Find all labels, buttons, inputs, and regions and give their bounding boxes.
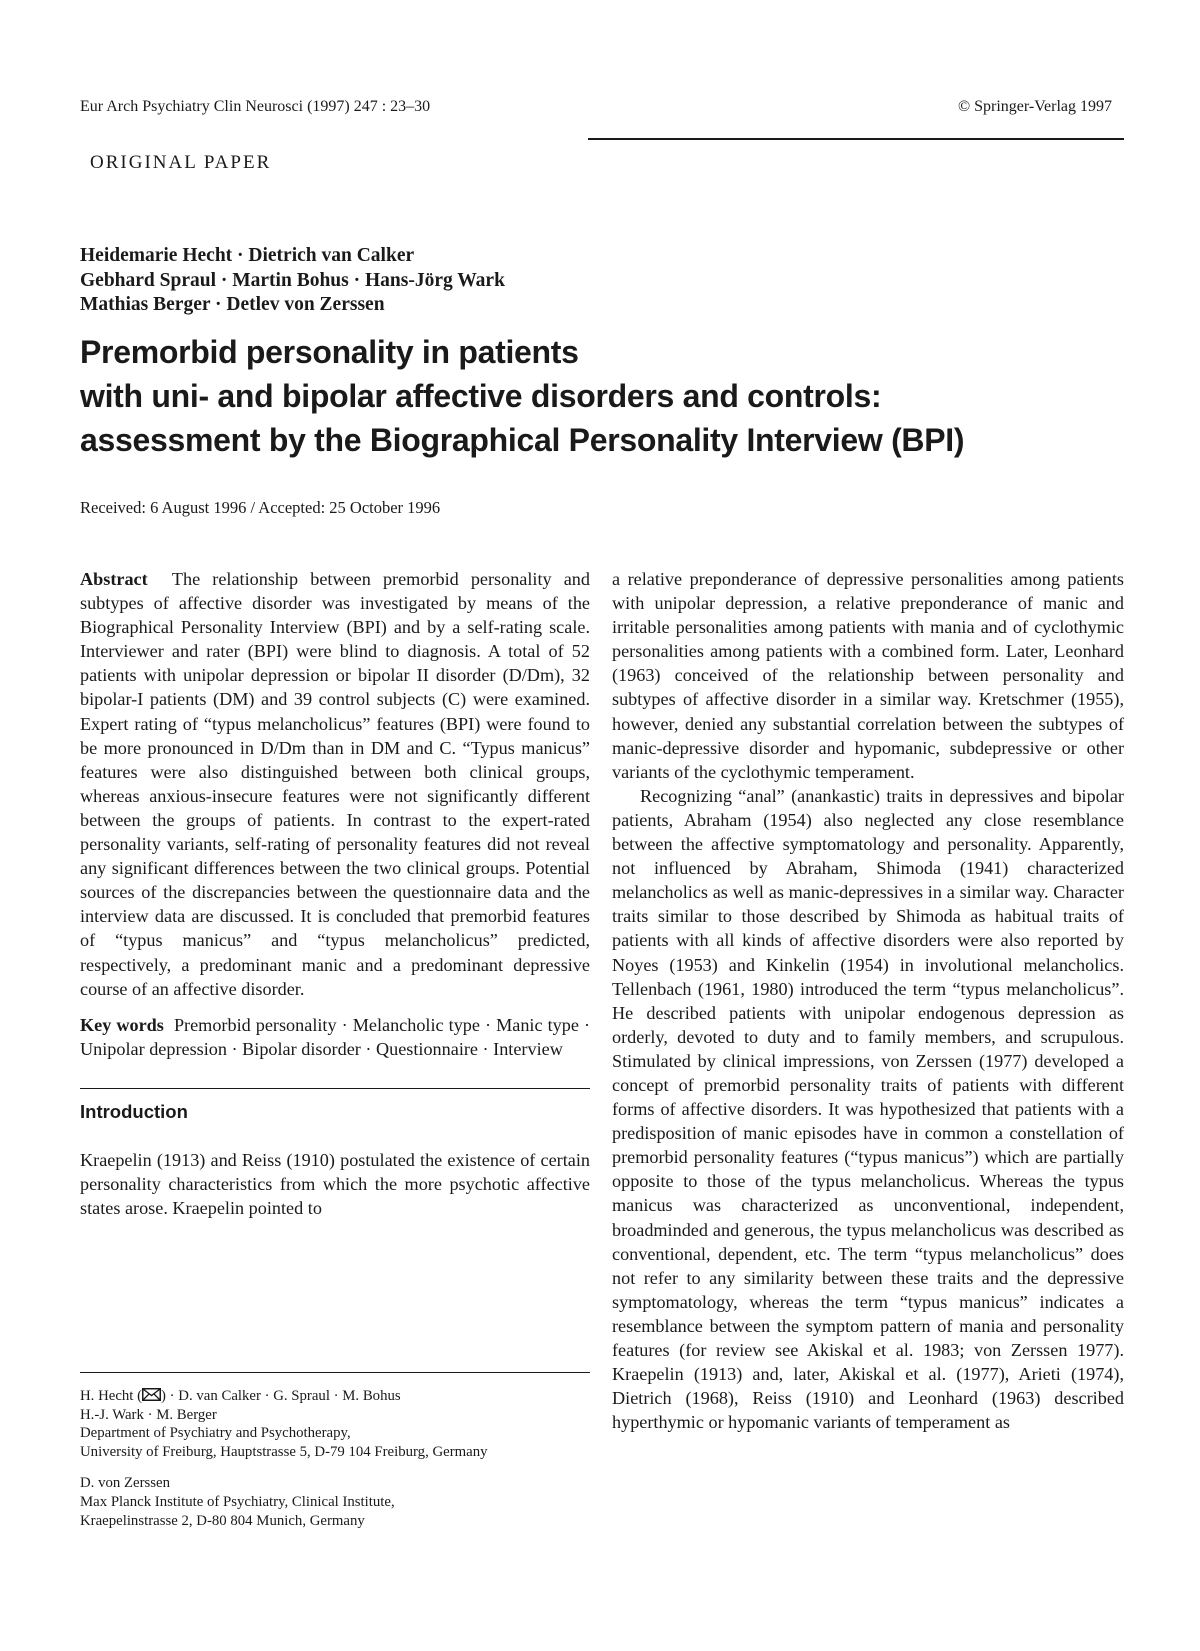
keywords-label: Key words <box>80 1014 164 1035</box>
abstract-text: The relationship between premorbid personality and subtypes of affective disorder was investigated by means of the Biographical Personality Interview (BPI) and by a self-rating scale. Interviewer and rater (BPI) were blind to diagnosis. A total of 52 patients with unipolar depression or bipolar II disorder (D/Dm), 32 bipolar-I patients (DM) and 39 control subjects (C) were examined. Expert rating of “typus melancholicus” features (BPI) were found to be more pronounced in D/Dm than in DM and C. “Typus manicus” features were also distinguished between both clinical groups, whereas anxious-insecure features were not significantly different between the groups of patients. In contrast to the expert-rated personality variants, self-rating of personality features did not reveal any significant differences between the two clinical groups. Potential sources of the discrepancies between the questionnaire data and the interview data are discussed. It is concluded that premorbid features of “typus manicus” and “typus melancholicus” predicted, respectively, a predominant manic and a predominant depressive course of an affective disorder. <box>80 569 590 999</box>
body-paragraph: Kraepelin (1913) and Reiss (1910) postulated the existence of certain personality characteristics from which the more psychotic affective states arose. Kraepelin pointed to <box>80 1149 590 1219</box>
copyright-notice: © Springer-Verlag 1997 <box>957 98 1112 115</box>
title-line: Premorbid personality in patients <box>80 334 579 370</box>
keywords-text: Premorbid personality · Melancholic type · Manic type · Unipolar depression · Bipolar disorder · Questionnaire · Interview <box>80 1014 591 1059</box>
title-line: with uni- and bipolar affective disorders and controls: <box>80 378 882 414</box>
affiliation-line: University of Freiburg, Hauptstrasse 5, D-79 104 Freiburg, Germany <box>80 1443 488 1460</box>
abstract-label: Abstract <box>80 569 148 589</box>
author-list <box>80 244 505 318</box>
author-affiliations <box>80 1372 590 1530</box>
header-rule <box>588 138 1124 140</box>
title-line: assessment by the Biographical Personality Interview (BPI) <box>80 422 965 458</box>
affiliation-line: Department of Psychiatry and Psychotherapy, <box>80 1425 351 1442</box>
author-line: Heidemarie Hecht · Dietrich van Calker <box>80 245 415 266</box>
abstract <box>80 567 590 1001</box>
author-line: Mathias Berger · Detlev von Zerssen <box>80 294 385 315</box>
affiliation-text: ) · D. van Calker · G. Spraul · M. Bohus <box>161 1388 401 1404</box>
author-line: Gebhard Spraul · Martin Bohus · Hans-Jörg Wark <box>80 269 505 291</box>
spacer <box>80 1461 590 1474</box>
affiliation-line: Max Planck Institute of Psychiatry, Clinical Institute, <box>80 1493 395 1510</box>
paper-title <box>80 330 964 462</box>
right-column <box>612 567 1124 1434</box>
footnote-rule <box>80 1372 590 1373</box>
affiliation-line: Kraepelinstrasse 2, D-80 804 Munich, Germany <box>80 1512 365 1529</box>
affiliation-line: H.-J. Wark · M. Berger <box>80 1406 217 1423</box>
affiliation-text: H. Hecht ( <box>80 1388 143 1404</box>
affiliation-line: D. von Zerssen <box>80 1475 170 1492</box>
left-column <box>80 567 590 1220</box>
paper-type-label: ORIGINAL PAPER <box>90 152 272 173</box>
affiliation-line <box>80 1387 590 1406</box>
received-accepted-dates: Received: 6 August 1996 / Accepted: 25 October 1996 <box>80 498 441 517</box>
body-paragraph: a relative preponderance of depressive personalities among patients with unipolar depression, a relative preponderance of manic and irritable personalities among patients with mania and of cyclothymic personalities among patients with a combined form. Later, Leonhard (1963) conceived of the relationship between personality and subtypes of affective disorder in a similar way. Kretschmer (1955), however, denied any substantial correlation between the subtypes of manic-depressive disorder and hypomanic, subdepressive or other variants of the cyclothymic temperament. <box>612 569 1124 782</box>
envelope-icon <box>142 1388 161 1401</box>
section-heading-introduction: Introduction <box>80 1100 188 1122</box>
keywords <box>80 1013 590 1061</box>
journal-reference: Eur Arch Psychiatry Clin Neurosci (1997) 247 : 23–30 <box>80 98 431 115</box>
section-rule <box>80 1088 590 1089</box>
body-paragraph: Recognizing “anal” (anankastic) traits in depressives and bipolar patients, Abraham (1954) also neglected any close resemblance between the affective symptomatology and personality. Apparently, not influenced by Abraham, Shimoda (1941) characterized melancholics as well as manic-depressives in a similar way. Character traits similar to those described by Shimoda as habitual traits of patients with all kinds of affective disorders were also reported by Noyes (1953) and Kinkelin (1954) in involutional melancholics. Tellenbach (1961, 1980) introduced the term “typus melancholicus”. He described patients with unipolar endogenous depression as orderly, devoted to duty and to family members, and scrupulous. Stimulated by clinical impressions, von Zerssen (1977) developed a concept of premorbid personality traits of patients with different forms of affective disorders. It was hypothesized that patients with a predisposition of manic episodes have in common a constellation of premorbid personality features (“typus manicus”) which are partially opposite to those of the typus melancholicus. Whereas the typus manicus was characterized as unconventional, independent, broadminded and generous, the typus melancholicus was described as conventional, dependent, etc. The term “typus melancholicus” does not refer to any similarity between these traits and the depressive symptomatology, whereas the term “typus manicus” indicates a resemblance between the symptom pattern of mania and personality features (for review see Akiskal et al. 1983; von Zerssen 1977). Kraepelin (1913) and, later, Akiskal et al. (1977), Arieti (1974), Dietrich (1968), Reiss (1910) and Leonhard (1963) described hyperthymic or hypomanic variants of temperament as <box>612 785 1124 1433</box>
